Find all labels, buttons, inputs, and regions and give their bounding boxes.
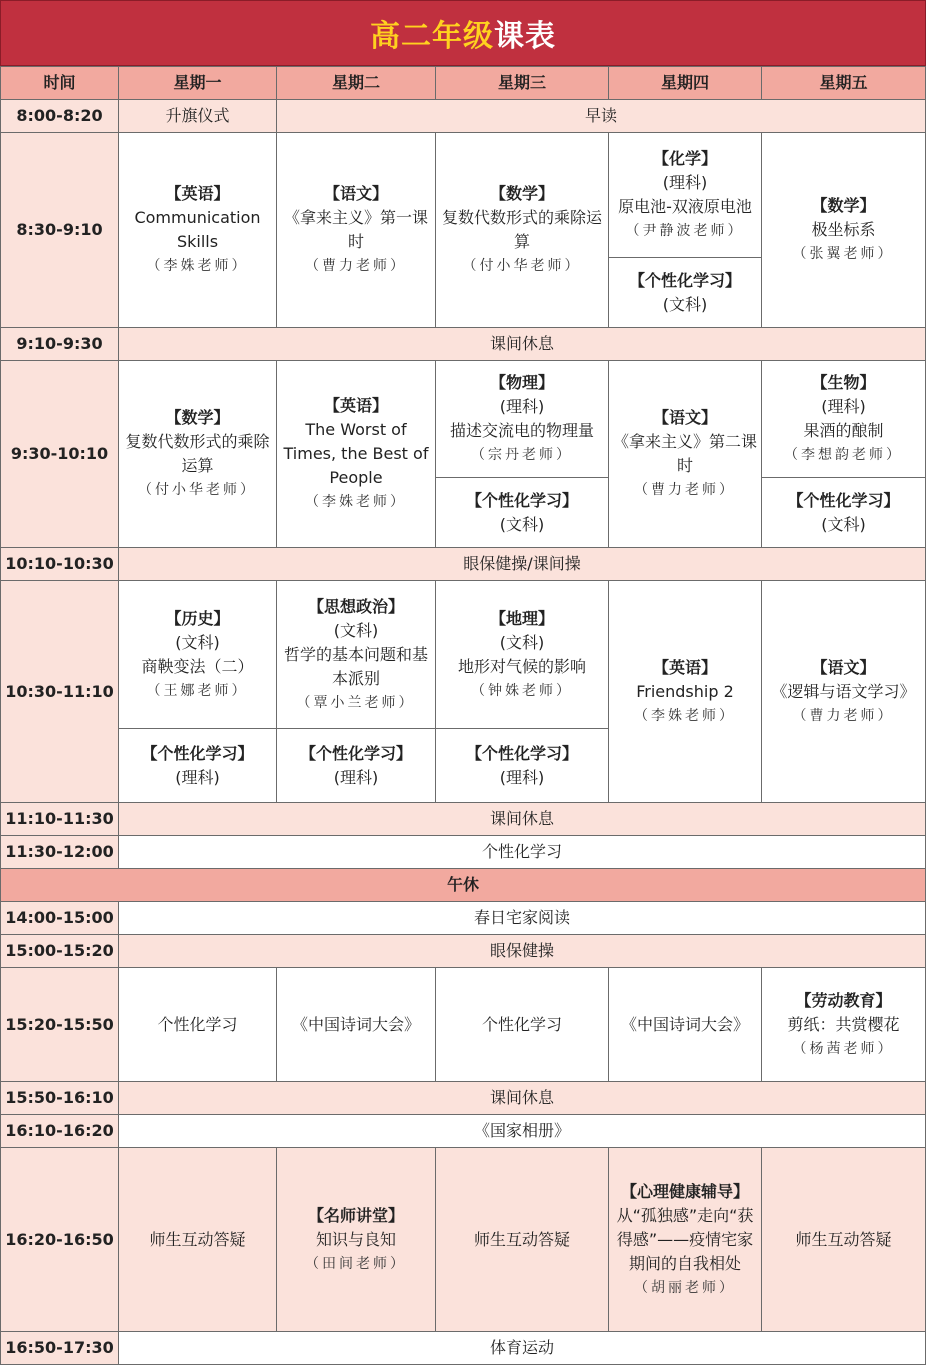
teacher-name: （曹力老师） (305, 258, 407, 274)
time-cell: 15:20-15:50 (0, 967, 119, 1082)
subject-label: 【历史】 (165, 608, 230, 628)
teacher-name: （宗丹老师） (471, 447, 573, 463)
teacher-name: （李姝老师） (146, 258, 249, 274)
lesson-title: 复数代数形式的乘除运算 (441, 208, 602, 251)
lesson-title: 商鞅变法（二） (141, 656, 254, 676)
track-label: (理科) (333, 767, 379, 787)
subject-label: 【劳动教育】 (795, 990, 892, 1010)
lesson-cell (435, 477, 609, 548)
teacher-name: （付小华老师） (462, 258, 582, 274)
lesson-cell (276, 360, 436, 548)
track-label: (理科) (499, 767, 545, 787)
teacher-name: （钟姝老师） (471, 682, 573, 699)
time-cell: 10:10-10:30 (0, 547, 119, 581)
lesson-cell (608, 257, 762, 328)
subject-label: 【个性化学习】 (141, 743, 254, 763)
break-band: 课间休息 (118, 1081, 926, 1115)
morning-read-band: 早读 (276, 99, 926, 133)
subject-label: 【化学】 (652, 149, 717, 168)
reading-band: 春日宅家阅读 (118, 901, 926, 935)
teacher-name: （曹力老师） (634, 482, 736, 498)
teacher-name: （张翼老师） (792, 246, 895, 262)
lesson-cell (761, 132, 926, 328)
lesson-cell (118, 580, 277, 729)
lesson-cell: 师生互动答疑 (761, 1147, 926, 1332)
noon-break-band: 午休 (0, 868, 926, 902)
eye-exercise-band: 眼保健操 (118, 934, 926, 968)
header-tuesday: 星期二 (276, 66, 436, 100)
lesson-cell: 师生互动答疑 (435, 1147, 609, 1332)
lesson-cell (608, 132, 762, 258)
personal-study-band: 个性化学习 (118, 835, 926, 869)
subject-label: 【地理】 (489, 608, 554, 628)
lesson-title: 《拿来主义》第一课时 (283, 208, 428, 251)
subject-label: 【语文】 (323, 184, 388, 203)
time-cell: 9:10-9:30 (0, 327, 119, 361)
subject-label: 【生物】 (811, 373, 876, 392)
lesson-cell (435, 580, 609, 729)
lesson-cell (761, 580, 926, 803)
lesson-cell (118, 728, 277, 803)
lesson-cell (118, 360, 277, 548)
track-label: (理科) (499, 397, 545, 416)
header-wednesday: 星期三 (435, 66, 609, 100)
teacher-name: （尹静波老师） (625, 223, 745, 239)
teacher-name: （杨茜老师） (792, 1040, 895, 1057)
subject-label: 【心理健康辅导】 (620, 1181, 749, 1201)
track-label: (理科) (821, 397, 866, 416)
break-band: 课间休息 (118, 327, 926, 361)
lesson-title: The Worst of Times, the Best of People (283, 420, 429, 487)
title-grade: 高二年级 (370, 19, 494, 54)
teacher-name: （曹力老师） (792, 707, 895, 724)
lesson-cell (435, 728, 609, 803)
lesson-cell: 个性化学习 (435, 967, 609, 1082)
time-cell: 11:30-12:00 (0, 835, 119, 869)
subject-label: 【语文】 (652, 408, 717, 427)
subject-label: 【数学】 (811, 196, 876, 215)
teacher-name: （王娜老师） (146, 682, 249, 699)
time-cell: 9:30-10:10 (0, 360, 119, 548)
lesson-cell: 个性化学习 (118, 967, 277, 1082)
track-label: (文科) (662, 294, 708, 314)
time-cell: 11:10-11:30 (0, 802, 119, 836)
time-cell: 16:10-16:20 (0, 1114, 119, 1148)
time-cell: 16:20-16:50 (0, 1147, 119, 1332)
lesson-title: 果酒的酿制 (803, 421, 884, 440)
lesson-title: 地形对气候的影响 (457, 656, 586, 676)
subject-label: 【思想政治】 (307, 596, 404, 616)
lesson-title: Friendship 2 (636, 681, 734, 701)
subject-label: 【物理】 (489, 373, 554, 392)
teacher-name: （李想韵老师） (784, 447, 903, 463)
track-label: (文科) (333, 620, 379, 640)
title-schedule: 课表 (494, 19, 556, 54)
teacher-name: （李姝老师） (305, 494, 407, 510)
subject-label: 【英语】 (165, 184, 230, 203)
lesson-title: 从“孤独感”走向“获得感”——疫情宅家期间的自我相处 (616, 1205, 754, 1273)
break-band: 课间休息 (118, 802, 926, 836)
time-cell: 10:30-11:10 (0, 580, 119, 803)
lesson-title: 哲学的基本问题和基本派别 (283, 644, 428, 688)
time-cell: 15:00-15:20 (0, 934, 119, 968)
header-monday: 星期一 (118, 66, 277, 100)
lesson-cell (435, 132, 609, 328)
subject-label: 【语文】 (811, 657, 876, 677)
sports-band: 体育运动 (118, 1331, 926, 1365)
lesson-title: Communication Skills (134, 208, 261, 251)
subject-label: 【数学】 (489, 184, 554, 203)
header-time: 时间 (0, 66, 119, 100)
time-cell: 16:50-17:30 (0, 1331, 119, 1365)
track-label: (文科) (499, 632, 545, 652)
teacher-name: （覃小兰老师） (296, 694, 416, 711)
lesson-cell (276, 132, 436, 328)
lesson-cell (608, 580, 762, 803)
teacher-name: （胡丽老师） (634, 1279, 736, 1296)
header-thursday: 星期四 (608, 66, 762, 100)
lesson-cell (761, 477, 926, 548)
subject-label: 【个性化学习】 (465, 743, 578, 763)
lesson-cell (276, 580, 436, 729)
subject-label: 【英语】 (652, 657, 717, 677)
subject-label: 【名师讲堂】 (307, 1205, 404, 1225)
subject-label: 【个性化学习】 (628, 270, 741, 290)
album-band: 《国家相册》 (118, 1114, 926, 1148)
track-label: (理科) (175, 767, 220, 787)
track-label: (理科) (662, 173, 708, 192)
lesson-cell (435, 360, 609, 478)
lesson-cell (608, 360, 762, 548)
time-cell: 8:30-9:10 (0, 132, 119, 328)
lesson-title: 剪纸：共赏樱花 (787, 1014, 900, 1034)
subject-label: 【个性化学习】 (787, 490, 900, 510)
track-label: (文科) (821, 514, 866, 534)
track-label: (文科) (499, 514, 545, 534)
lesson-title: 极坐标系 (811, 220, 876, 239)
flag-ceremony-cell: 升旗仪式 (118, 99, 277, 133)
lesson-title: 知识与良知 (315, 1229, 396, 1249)
time-cell: 8:00-8:20 (0, 99, 119, 133)
lesson-cell: 《中国诗词大会》 (276, 967, 436, 1082)
lesson-cell (608, 1147, 762, 1332)
time-cell: 14:00-15:00 (0, 901, 119, 935)
eye-exercise-band: 眼保健操/课间操 (118, 547, 926, 581)
subject-label: 【个性化学习】 (299, 743, 412, 763)
lesson-title: 描述交流电的物理量 (449, 421, 594, 440)
lesson-cell: 师生互动答疑 (118, 1147, 277, 1332)
lesson-cell (118, 132, 277, 328)
lesson-cell (276, 1147, 436, 1332)
subject-label: 【个性化学习】 (465, 490, 578, 510)
lesson-title: 原电池-双液原电池 (618, 197, 752, 216)
page-title (0, 0, 926, 66)
track-label: (文科) (175, 632, 220, 652)
lesson-cell (276, 728, 436, 803)
teacher-name: （付小华老师） (138, 482, 257, 498)
lesson-cell (761, 967, 926, 1082)
lesson-cell (761, 360, 926, 478)
subject-label: 【英语】 (323, 396, 388, 415)
header-friday: 星期五 (761, 66, 926, 100)
lesson-title: 复数代数形式的乘除运算 (125, 432, 270, 475)
lesson-cell: 《中国诗词大会》 (608, 967, 762, 1082)
teacher-name: （李姝老师） (634, 707, 736, 724)
lesson-title: 《拿来主义》第二课时 (613, 432, 758, 475)
time-cell: 15:50-16:10 (0, 1081, 119, 1115)
subject-label: 【数学】 (165, 408, 230, 427)
lesson-title: 《逻辑与语文学习》 (771, 681, 916, 701)
teacher-name: （田间老师） (305, 1255, 407, 1272)
